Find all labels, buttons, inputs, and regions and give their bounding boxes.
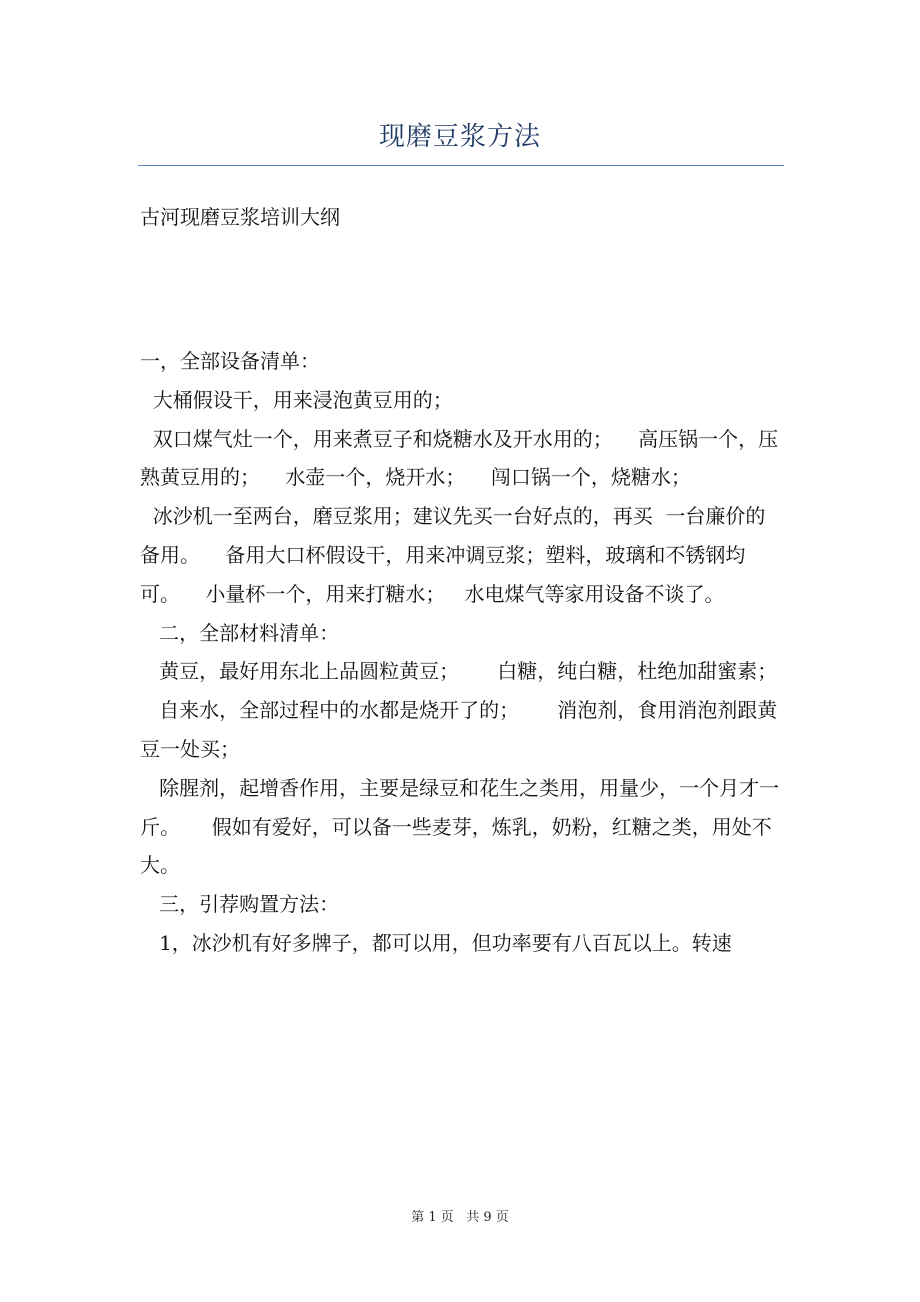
- title-underline: [138, 165, 784, 166]
- document-title: 现磨豆浆方法: [378, 122, 541, 152]
- paragraph: 黄豆，最好用东北上品圆粒黄豆； 白糖，纯白糖，杜绝加甜蜜素；: [140, 659, 778, 684]
- paragraph: 大桶假设干，用来浸泡黄豆用的；: [140, 387, 453, 412]
- document-subtitle: 古河现磨豆浆培训大纲: [140, 205, 340, 229]
- paragraph: 除腥剂，起增香作用，主要是绿豆和花生之类用，用量少，一个月才一斤。 假如有爱好，可以备一些麦芽，炼乳，奶粉，红糖之类，用处不大。: [140, 775, 780, 878]
- document-body: [140, 342, 785, 963]
- paragraph-section-2-heading: 二，全部材料清单：: [140, 620, 340, 645]
- paragraph-section-1-heading: 一，全部设备清单：: [140, 349, 320, 373]
- paragraph: 自来水，全部过程中的水都是烧开了的； 消泡剂，食用消泡剂跟黄豆一处买；: [140, 698, 778, 761]
- paragraph: 1，冰沙机有好多牌子，都可以用，但功率要有八百瓦以上。转速: [140, 930, 732, 955]
- paragraph: 冰沙机一至两台，磨豆浆用；建议先买一台好点的，再买 一台廉价的备用。 备用大口杯假设干，用来冲调豆浆；塑料，玻璃和不锈钢均可。 小量杯一个，用来打糖水； 水电煤气等家用设备不谈了。: [140, 504, 766, 606]
- page-number: 第 1 页: [411, 1210, 454, 1225]
- paragraph-section-3-heading: 三，引荐购置方法：: [140, 892, 340, 917]
- page-total: 共 9 页: [466, 1210, 509, 1225]
- page-footer: [0, 1206, 920, 1225]
- footer-spacer: [454, 1210, 466, 1225]
- paragraph: 双口煤气灶一个，用来煮豆子和烧糖水及开水用的； 高压锅一个，压熟黄豆用的； 水壶一个，烧开水； 闯口锅一个，烧糖水；: [140, 426, 779, 490]
